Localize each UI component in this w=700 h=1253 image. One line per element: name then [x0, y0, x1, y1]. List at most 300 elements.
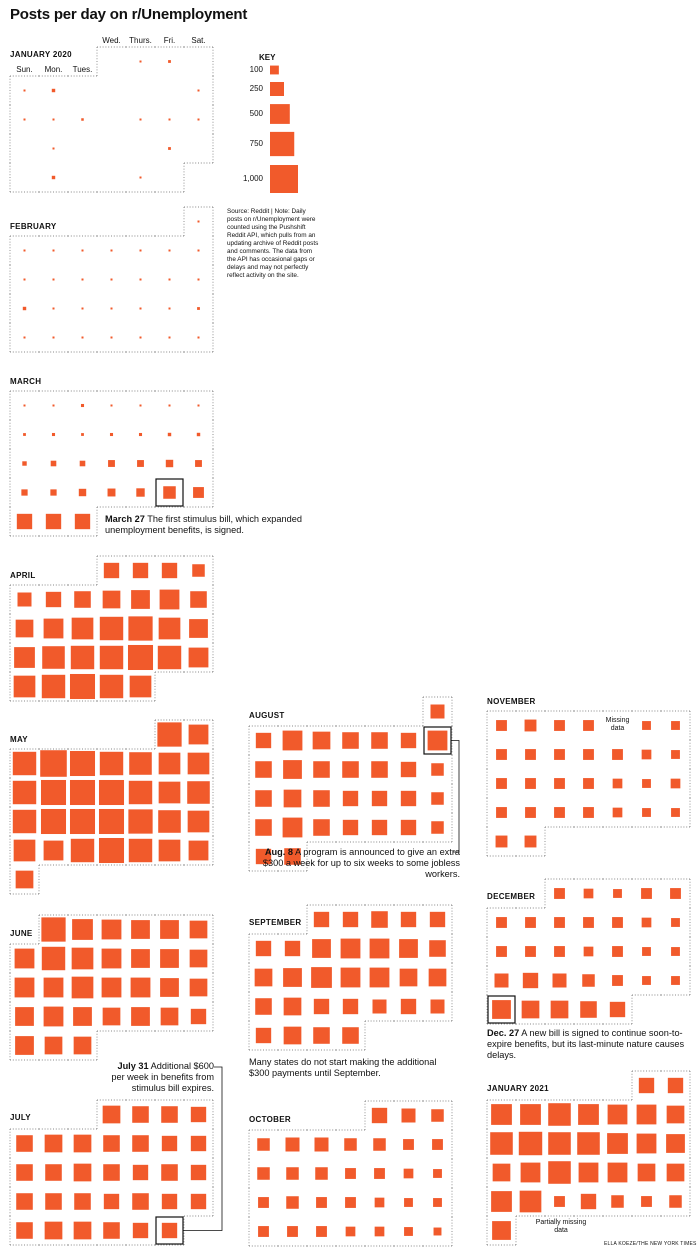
day-square [371, 761, 388, 778]
day-square [45, 1135, 63, 1153]
day-square [14, 840, 36, 862]
day-square [342, 1027, 359, 1044]
day-square [519, 1132, 542, 1155]
credit-line: ELLA KOEZE/THE NEW YORK TIMES [604, 1241, 697, 1247]
day-square [190, 591, 207, 608]
day-square [583, 720, 594, 731]
day-square [190, 979, 208, 997]
day-square [613, 779, 623, 789]
day-square [400, 969, 418, 987]
day-square [373, 1000, 387, 1014]
day-square [583, 749, 594, 760]
day-square [666, 1134, 685, 1153]
day-square [671, 750, 680, 759]
month-label: NOVEMBER [487, 697, 536, 706]
day-square [313, 819, 330, 836]
day-square [372, 791, 387, 806]
day-square [169, 308, 171, 310]
day-square [256, 733, 271, 748]
day-square [14, 647, 35, 668]
day-square [316, 1197, 327, 1208]
day-square [103, 1106, 121, 1124]
day-square [72, 948, 94, 970]
day-square [40, 750, 67, 777]
day-square [642, 721, 651, 730]
day-square [53, 405, 55, 407]
day-square [525, 917, 536, 928]
day-square [13, 810, 36, 833]
day-square [520, 1104, 541, 1125]
day-square [136, 488, 144, 496]
day-square [82, 279, 84, 281]
day-square [554, 749, 565, 760]
day-square [140, 279, 142, 281]
day-square [132, 1193, 149, 1210]
day-square [42, 947, 65, 970]
annotation-aug8-date: Aug. 8 [264, 847, 293, 857]
day-square [346, 1227, 356, 1237]
day-square [284, 998, 302, 1016]
day-square [496, 917, 507, 928]
day-square [191, 1136, 206, 1151]
day-square [131, 590, 150, 609]
day-square [554, 888, 565, 899]
day-square [372, 820, 387, 835]
day-square [188, 753, 210, 775]
day-square [431, 1000, 445, 1014]
day-square [52, 433, 55, 436]
day-square [74, 1222, 92, 1240]
day-square [345, 1197, 356, 1208]
day-square [191, 1009, 206, 1024]
day-square [81, 404, 84, 407]
day-square [286, 1167, 299, 1180]
day-square [169, 250, 171, 252]
day-square [191, 1194, 206, 1209]
day-square [198, 250, 200, 252]
day-square [70, 809, 95, 834]
month-label: OCTOBER [249, 1115, 291, 1124]
day-square [667, 1164, 685, 1182]
day-square [312, 939, 331, 958]
day-square [128, 616, 152, 640]
key-square [270, 66, 279, 75]
day-square [80, 461, 86, 467]
day-square [642, 750, 652, 760]
day-square [72, 977, 94, 999]
day-square [168, 147, 171, 150]
day-square [432, 1139, 443, 1150]
day-square [14, 676, 36, 698]
day-square [108, 489, 116, 497]
day-square [375, 1227, 385, 1237]
day-square [108, 460, 115, 467]
day-square [45, 1193, 62, 1210]
day-square [24, 405, 26, 407]
day-square [44, 1007, 64, 1027]
day-square [140, 250, 142, 252]
day-square [169, 119, 171, 121]
chart-title: Posts per day on r/Unemployment [10, 6, 248, 23]
annotation-july31 [104, 1061, 214, 1094]
day-square [521, 1163, 541, 1183]
day-square [671, 779, 681, 789]
day-square [404, 1169, 414, 1179]
day-label: Thurs. [129, 36, 152, 45]
day-square [82, 337, 84, 339]
day-square [162, 1136, 177, 1151]
day-square [16, 620, 34, 638]
day-square [578, 1104, 599, 1125]
day-square [372, 1108, 387, 1123]
day-square [133, 563, 148, 578]
day-square [140, 337, 142, 339]
day-square [53, 119, 55, 121]
day-square [642, 808, 651, 817]
day-square [169, 405, 171, 407]
day-square [16, 1222, 33, 1239]
day-square [311, 967, 332, 988]
day-square [81, 118, 84, 121]
day-square [190, 921, 208, 939]
day-square [637, 1105, 657, 1125]
day-square [255, 790, 272, 807]
day-square [103, 1008, 121, 1026]
day-square [639, 1078, 654, 1093]
day-square [16, 871, 34, 889]
day-square [642, 947, 651, 956]
day-square [496, 778, 507, 789]
day-square [491, 1104, 512, 1125]
day-square [53, 337, 55, 339]
month-label: FEBRUARY [10, 222, 57, 231]
day-square [22, 461, 26, 465]
day-square [612, 975, 623, 986]
day-square [193, 487, 204, 498]
day-square [642, 918, 652, 928]
day-square [343, 912, 358, 927]
day-square [548, 1132, 571, 1155]
day-square [287, 1226, 298, 1237]
day-square [24, 119, 26, 121]
day-square [160, 590, 180, 610]
day-square [525, 720, 537, 732]
day-square [140, 308, 142, 310]
day-square [140, 405, 142, 407]
day-square [191, 1107, 206, 1122]
day-square [554, 946, 565, 957]
day-square [192, 564, 205, 577]
day-square [75, 514, 90, 529]
day-square [81, 433, 84, 436]
annotation-march27-date: March 27 [105, 514, 145, 524]
day-square [584, 889, 594, 899]
day-square [53, 250, 55, 252]
day-square [496, 807, 507, 818]
day-square [131, 978, 151, 998]
day-square [669, 1195, 682, 1208]
day-square [343, 820, 358, 835]
day-square [50, 489, 56, 495]
month-label: MAY [10, 735, 28, 744]
day-square [548, 1161, 571, 1184]
day-square [583, 917, 594, 928]
day-square [493, 1164, 511, 1182]
day-square [255, 819, 272, 836]
day-square [522, 1001, 540, 1019]
day-square [15, 978, 35, 998]
day-square [52, 176, 55, 179]
day-square [496, 946, 507, 957]
day-square [343, 999, 358, 1014]
day-square [74, 1135, 92, 1153]
day-square [110, 433, 113, 436]
day-square [525, 807, 536, 818]
day-square [51, 461, 57, 467]
day-square [132, 1135, 149, 1152]
day-square [520, 1191, 542, 1213]
day-square [584, 947, 594, 957]
day-square [283, 968, 302, 987]
day-square [74, 1037, 92, 1055]
day-square [667, 1106, 685, 1124]
day-square [42, 675, 65, 698]
day-square [24, 250, 26, 252]
annotation-dec27-date: Dec. 27 [487, 1028, 520, 1038]
day-square [255, 969, 273, 987]
day-square [99, 780, 124, 805]
day-square [431, 705, 445, 719]
day-square [197, 433, 200, 436]
day-square [433, 1169, 442, 1178]
day-square [401, 820, 416, 835]
day-square [188, 811, 210, 833]
day-square [70, 751, 95, 776]
day-square [286, 1138, 300, 1152]
day-square [401, 733, 416, 748]
day-square [404, 1198, 413, 1207]
day-label: Fri. [163, 36, 176, 45]
month-label: JANUARY 2021 [487, 1084, 549, 1093]
day-square [342, 761, 359, 778]
day-label: Sat. [191, 36, 206, 45]
day-square [168, 433, 171, 436]
key-label: 1,000 [242, 174, 263, 183]
day-square [44, 978, 64, 998]
day-square [189, 725, 209, 745]
day-square [70, 674, 95, 699]
day-square [429, 940, 446, 957]
day-label: Tues. [72, 65, 93, 74]
day-square [131, 1007, 150, 1026]
january-partial-label: Partially missing data [535, 1219, 587, 1234]
day-square [74, 1164, 92, 1182]
day-square [255, 761, 272, 778]
day-square [313, 1027, 330, 1044]
day-square [53, 148, 55, 150]
month-2020-06 [10, 915, 213, 1060]
day-square [159, 618, 181, 640]
day-square [160, 978, 179, 997]
day-square [159, 840, 181, 862]
aug8-leader [451, 741, 459, 853]
day-square [671, 721, 680, 730]
day-square [71, 646, 94, 669]
day-square [548, 1103, 571, 1126]
day-square [607, 1133, 628, 1154]
day-square [286, 1196, 299, 1209]
day-square [341, 968, 361, 988]
day-square [103, 1164, 120, 1181]
month-label: SEPTEMBER [249, 918, 302, 927]
day-square [100, 646, 123, 669]
day-square [163, 486, 176, 499]
day-square [23, 307, 26, 310]
day-square [611, 1195, 624, 1208]
key-heading: KEY [259, 53, 276, 62]
november-missing-label: Missing data [604, 717, 632, 733]
month-2020-01 [10, 47, 213, 192]
day-square [23, 433, 26, 436]
day-square [130, 676, 152, 698]
day-square [579, 1163, 599, 1183]
day-square [73, 1007, 92, 1026]
day-square [583, 778, 594, 789]
day-square [45, 1222, 63, 1240]
day-square [577, 1132, 600, 1155]
day-square [313, 761, 330, 778]
day-square [256, 941, 271, 956]
day-square [342, 732, 359, 749]
day-square [99, 809, 124, 834]
day-square [256, 1028, 271, 1043]
day-square [44, 841, 64, 861]
key-label: 250 [249, 84, 263, 93]
day-square [370, 939, 390, 959]
day-square [103, 1135, 120, 1152]
day-square [525, 836, 537, 848]
day-square [374, 1168, 385, 1179]
day-square [401, 762, 416, 777]
day-square [17, 514, 32, 529]
month-2020-05 [10, 720, 213, 894]
day-square [103, 591, 121, 609]
day-square [496, 749, 507, 760]
day-square [637, 1134, 657, 1154]
day-square [583, 807, 594, 818]
day-square [198, 221, 200, 223]
day-square [668, 1078, 683, 1093]
day-square [641, 888, 652, 899]
day-square [197, 307, 200, 310]
day-square [187, 781, 210, 804]
day-square [158, 646, 181, 669]
day-square [496, 836, 508, 848]
day-square [72, 919, 93, 940]
day-square [140, 119, 142, 121]
day-square [582, 974, 595, 987]
day-square [159, 753, 181, 775]
day-square [315, 1138, 329, 1152]
day-square [131, 920, 150, 939]
day-square [316, 1226, 327, 1237]
day-square [434, 1228, 442, 1236]
day-square [429, 969, 447, 987]
day-square [79, 489, 86, 496]
day-square [495, 974, 509, 988]
day-square [129, 781, 152, 804]
day-square [314, 999, 329, 1014]
day-square [189, 841, 209, 861]
day-square [21, 489, 27, 495]
day-square [103, 1222, 120, 1239]
day-square [554, 720, 565, 731]
day-square [314, 912, 329, 927]
day-square [41, 780, 66, 805]
day-square [15, 1007, 34, 1026]
day-square [313, 790, 330, 807]
day-square [161, 1106, 178, 1123]
day-square [371, 911, 388, 928]
day-square [671, 976, 680, 985]
day-square [641, 1196, 652, 1207]
day-square [430, 912, 445, 927]
day-square [104, 563, 119, 578]
day-square [53, 279, 55, 281]
annotation-dec27-text: A new bill is signed to continue soon-to-expire benefits, but its last-minute nature causes delays. [487, 1028, 685, 1060]
month-outline [10, 720, 213, 894]
day-square [608, 1105, 628, 1125]
source-note: Source: Reddit | Note: Daily posts on r/Unemployment were counted using the Pushshift Reddit API, which pulls from an updating archive of Reddit posts and comments. The data from the API has occasional gaps or delays and may not perfectly reflect activity on the site. [227, 208, 319, 279]
day-square [198, 279, 200, 281]
day-square [129, 752, 152, 775]
month-label: JUNE [10, 929, 33, 938]
month-label: MARCH [10, 377, 42, 386]
day-square [100, 752, 123, 775]
day-label: Mon. [44, 65, 63, 74]
day-square [401, 999, 416, 1014]
day-square [44, 619, 64, 639]
day-square [140, 177, 142, 179]
day-square [433, 1198, 442, 1207]
day-square [189, 648, 209, 668]
day-square [102, 978, 122, 998]
day-square [161, 1008, 179, 1026]
day-square [82, 250, 84, 252]
day-square [45, 1037, 63, 1055]
day-square [24, 279, 26, 281]
day-square [71, 839, 94, 862]
day-square [580, 1001, 597, 1018]
day-square [343, 791, 358, 806]
day-square [671, 918, 680, 927]
day-square [431, 1109, 444, 1122]
month-label: JANUARY 2020 [10, 50, 72, 59]
annotation-september: Many states do not start making the additional $300 payments until September. [249, 1057, 439, 1079]
day-square [608, 1163, 628, 1183]
day-square [345, 1168, 356, 1179]
day-square [13, 752, 36, 775]
day-square [642, 779, 651, 788]
day-square [284, 790, 302, 808]
annotation-aug8-text: A program is announced to give an extra $300 a week for up to six weeks to some jobless workers. [262, 847, 460, 879]
day-square [525, 946, 536, 957]
annotation-dec27 [487, 1028, 692, 1061]
day-square [162, 563, 177, 578]
annotation-july31-text: Additional $600 per week in benefits from stimulus bill expires. [111, 1061, 214, 1093]
day-square [41, 917, 65, 941]
day-square [191, 1165, 206, 1180]
